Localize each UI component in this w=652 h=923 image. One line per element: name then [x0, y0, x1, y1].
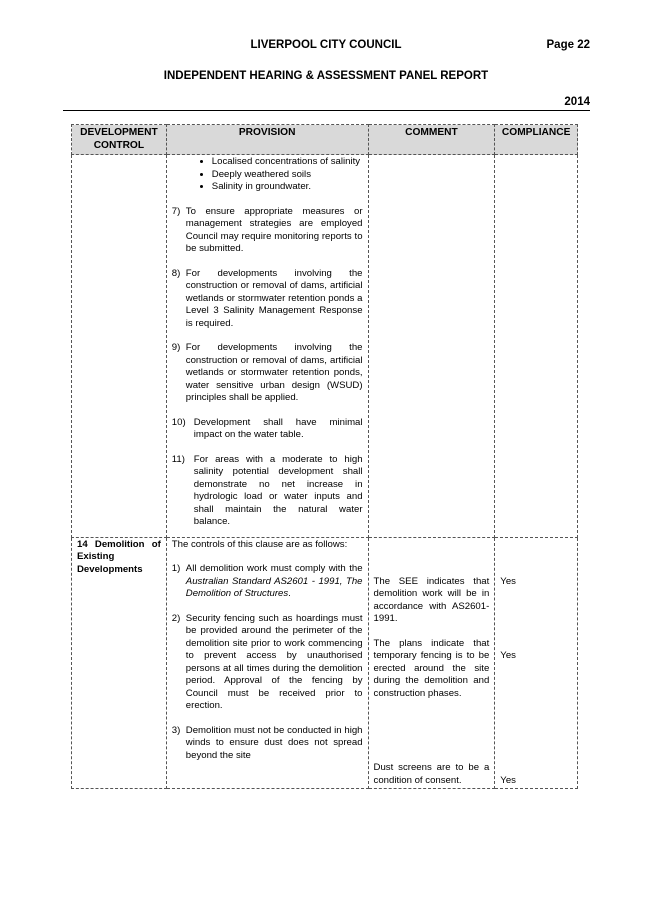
column-header-comment: COMMENT	[368, 125, 495, 155]
item-number: 1)	[171, 563, 181, 574]
provision-item-8	[172, 268, 363, 331]
report-year: 2014	[564, 96, 590, 108]
list-item: • Localised concentrations of salinity	[212, 156, 363, 169]
column-header-development-control: DEVELOPMENT CONTROL	[72, 125, 167, 155]
header-divider	[63, 110, 590, 111]
provision-item-9	[172, 342, 363, 405]
item-text	[186, 563, 363, 601]
item-number: 7)	[171, 205, 181, 217]
salinity-bullet-list	[172, 156, 363, 194]
provision-item-10	[172, 417, 363, 442]
comment-cell	[368, 155, 495, 538]
column-header-compliance: COMPLIANCE	[495, 125, 578, 155]
provision-item-1	[172, 563, 363, 601]
page-number: Page 22	[546, 39, 590, 51]
compliance-item-3: Yes	[500, 774, 516, 786]
item-number: 8)	[171, 267, 181, 279]
table-header-row	[72, 125, 578, 155]
compliance-cell	[495, 537, 578, 789]
item-number: 3)	[171, 724, 181, 736]
provision-cell	[166, 155, 368, 538]
provision-intro: The controls of this clause are as follows:	[171, 538, 348, 550]
assessment-table	[71, 124, 578, 789]
item-text: Demolition must not be conducted in high winds to ensure dust does not spread beyond the site	[185, 724, 363, 761]
comment-item-2: The plans indicate that temporary fencing is to be erected around the site during the demolition and construction phases.	[373, 637, 490, 699]
item-text: For developments involving the construction or removal of dams, artificial wetlands or stormwater retention ponds a Level 3 Salinity Management Response is required.	[185, 267, 363, 329]
provision-cell	[166, 537, 368, 789]
item-text: Development shall have minimal impact on the water table.	[193, 416, 363, 440]
development-control-cell	[72, 537, 167, 789]
development-control-cell	[72, 155, 167, 538]
item-number: 9)	[171, 342, 181, 353]
development-control-title: 14 Demolition of Existing Developments	[77, 538, 161, 575]
table-row	[72, 155, 578, 538]
item-text: To ensure appropriate measures or management strategies are employed Council may require monitoring reports to be submitted.	[185, 205, 363, 254]
provision-item-2	[172, 613, 363, 713]
report-title: INDEPENDENT HEARING & ASSESSMENT PANEL REPORT	[163, 70, 489, 82]
comment-item-3: Dust screens are to be a condition of consent.	[373, 762, 490, 786]
item-number: 11)	[171, 453, 185, 465]
list-item: • Deeply weathered soils	[212, 169, 363, 182]
item-text-part: .	[288, 588, 291, 599]
list-item: • Salinity in groundwater.	[212, 181, 363, 194]
provision-item-11	[172, 454, 363, 529]
compliance-item-2: Yes	[500, 650, 516, 661]
item-text: Security fencing such as hoardings must be provided around the perimeter of the demolition site prior to work commencing to prevent access by unauthorised persons at all times during the demolition period. Approval of the fencing by Council must be received prior to erection.	[185, 612, 363, 711]
provision-item-7	[172, 206, 363, 256]
standard-reference: Australian Standard AS2601 - 1991, The Demolition of Structures	[185, 575, 363, 599]
council-name: LIVERPOOL CITY COUNCIL	[250, 39, 402, 51]
item-number: 2)	[171, 612, 181, 624]
item-number: 10)	[171, 416, 186, 428]
comment-item-1: The SEE indicates that demolition work will be in accordance with AS2601-1991.	[373, 575, 490, 624]
column-header-provision: PROVISION	[166, 125, 368, 155]
table-row	[72, 537, 578, 789]
item-text: For areas with a moderate to high salinity potential development shall demonstrate no net increase in hydrologic load or water inputs and shall maintain the natural water balance.	[193, 453, 363, 527]
item-text: For developments involving the construction or removal of dams, artificial wetlands or stormwater retention ponds, water sensitive urban design (WSUD) principles shall be applied.	[185, 342, 363, 403]
item-text-part: All demolition work must comply with the	[185, 563, 363, 574]
comment-cell	[368, 537, 495, 789]
provision-item-3	[172, 725, 363, 763]
compliance-item-1: Yes	[500, 575, 516, 587]
compliance-cell	[495, 155, 578, 538]
